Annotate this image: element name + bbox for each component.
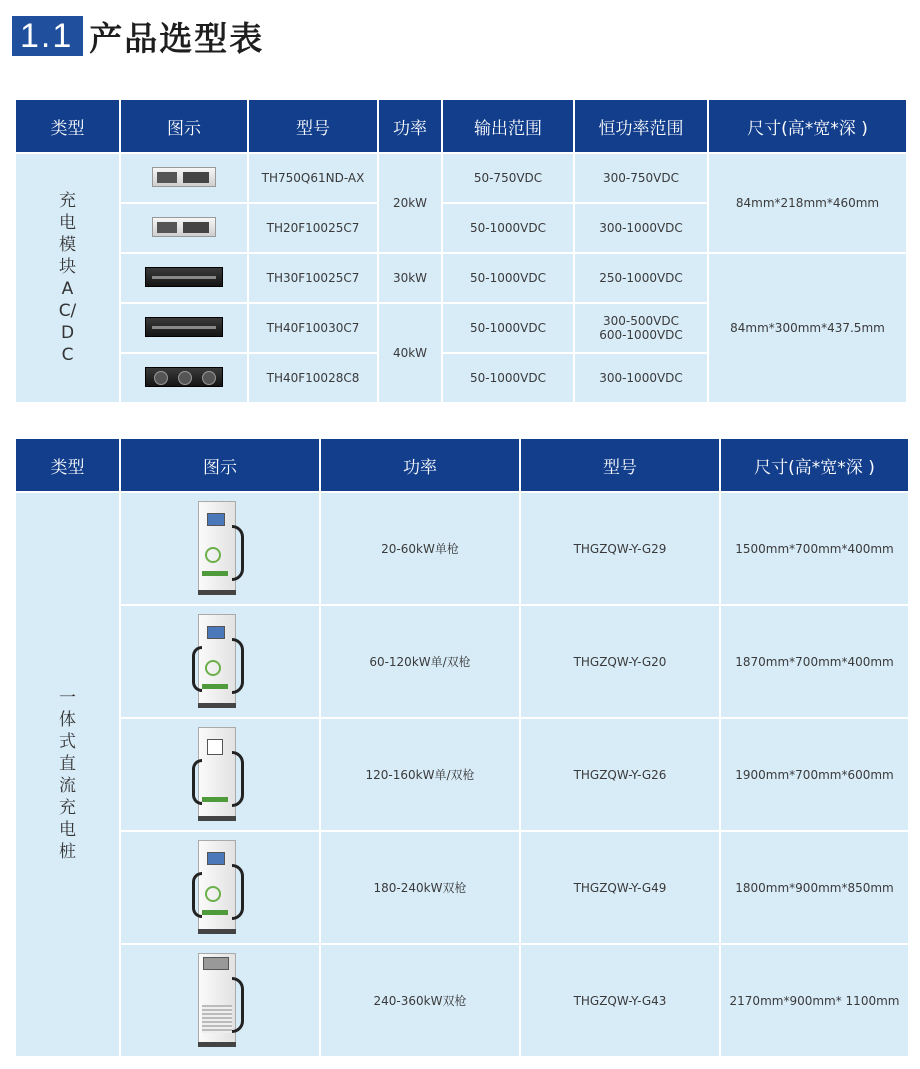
model-cell: THGZQW-Y-G43 [521, 945, 719, 1056]
header-model: 型号 [249, 100, 377, 152]
dc-charger-icon [192, 951, 248, 1047]
power-cell: 40kW [379, 304, 441, 402]
model-cell: TH20F10025C7 [249, 204, 377, 252]
charger-selection-table [14, 437, 910, 1058]
size-cell: 84mm*218mm*460mm [709, 154, 906, 252]
power-module-icon [152, 167, 216, 187]
size-cell: 1870mm*700mm*400mm [721, 606, 908, 717]
image-cell [121, 154, 247, 202]
type-label: 充电模块AC/DC [58, 191, 77, 365]
table-header-row [16, 439, 908, 491]
output-cell: 50-750VDC [443, 154, 573, 202]
power-module-icon [145, 267, 223, 287]
dc-charger-icon [192, 838, 248, 934]
module-selection-table [14, 98, 908, 404]
cp-cell: 300-500VDC 600-1000VDC [575, 304, 707, 352]
power-cell: 120-160kW单/双枪 [321, 719, 519, 830]
output-cell: 50-1000VDC [443, 304, 573, 352]
type-label: 一体式直流充电桩 [59, 687, 76, 862]
image-cell [121, 304, 247, 352]
size-cell: 84mm*300mm*437.5mm [709, 254, 906, 402]
header-constant-power-range: 恒功率范围 [575, 100, 707, 152]
power-cell: 30kW [379, 254, 441, 302]
header-power: 功率 [321, 439, 519, 491]
output-cell: 50-1000VDC [443, 354, 573, 402]
header-size: 尺寸(高*宽*深 ) [709, 100, 906, 152]
size-cell: 1500mm*700mm*400mm [721, 493, 908, 604]
model-cell: TH750Q61ND-AX [249, 154, 377, 202]
type-cell [16, 493, 119, 1056]
image-cell [121, 832, 319, 943]
model-cell: TH40F10028C8 [249, 354, 377, 402]
table-row [16, 945, 908, 1056]
image-cell [121, 493, 319, 604]
power-cell: 20kW [379, 154, 441, 252]
image-cell [121, 254, 247, 302]
cp-cell: 300-1000VDC [575, 354, 707, 402]
cp-cell: 300-750VDC [575, 154, 707, 202]
model-cell: THGZQW-Y-G49 [521, 832, 719, 943]
header-type: 类型 [16, 439, 119, 491]
power-module-icon [145, 367, 223, 387]
power-cell: 20-60kW单枪 [321, 493, 519, 604]
dc-charger-icon [192, 725, 248, 821]
section-title: 产品选型表 [89, 18, 265, 58]
section-number: 1.1 [12, 16, 83, 56]
header-size: 尺寸(高*宽*深 ) [721, 439, 908, 491]
model-cell: THGZQW-Y-G26 [521, 719, 719, 830]
dc-charger-icon [192, 499, 248, 595]
table-row [16, 719, 908, 830]
power-cell: 60-120kW单/双枪 [321, 606, 519, 717]
image-cell [121, 719, 319, 830]
size-cell: 1800mm*900mm*850mm [721, 832, 908, 943]
cp-cell: 300-1000VDC [575, 204, 707, 252]
cp-cell: 250-1000VDC [575, 254, 707, 302]
header-power: 功率 [379, 100, 441, 152]
power-module-icon [152, 217, 216, 237]
table-row [16, 832, 908, 943]
image-cell [121, 945, 319, 1056]
table-row [16, 493, 908, 604]
section-heading [12, 14, 264, 58]
model-cell: THGZQW-Y-G29 [521, 493, 719, 604]
header-model: 型号 [521, 439, 719, 491]
header-type: 类型 [16, 100, 119, 152]
output-cell: 50-1000VDC [443, 254, 573, 302]
dc-charger-icon [192, 612, 248, 708]
header-output-range: 输出范围 [443, 100, 573, 152]
image-cell [121, 204, 247, 252]
table-row [16, 606, 908, 717]
header-image: 图示 [121, 100, 247, 152]
model-cell: TH30F10025C7 [249, 254, 377, 302]
header-image: 图示 [121, 439, 319, 491]
output-cell: 50-1000VDC [443, 204, 573, 252]
table-row [16, 154, 906, 202]
size-cell: 2170mm*900mm* 1100mm [721, 945, 908, 1056]
type-cell [16, 154, 119, 402]
size-cell: 1900mm*700mm*600mm [721, 719, 908, 830]
image-cell [121, 354, 247, 402]
model-cell: TH40F10030C7 [249, 304, 377, 352]
image-cell [121, 606, 319, 717]
table-row [16, 254, 906, 302]
power-module-icon [145, 317, 223, 337]
table-header-row [16, 100, 906, 152]
power-cell: 240-360kW双枪 [321, 945, 519, 1056]
power-cell: 180-240kW双枪 [321, 832, 519, 943]
model-cell: THGZQW-Y-G20 [521, 606, 719, 717]
